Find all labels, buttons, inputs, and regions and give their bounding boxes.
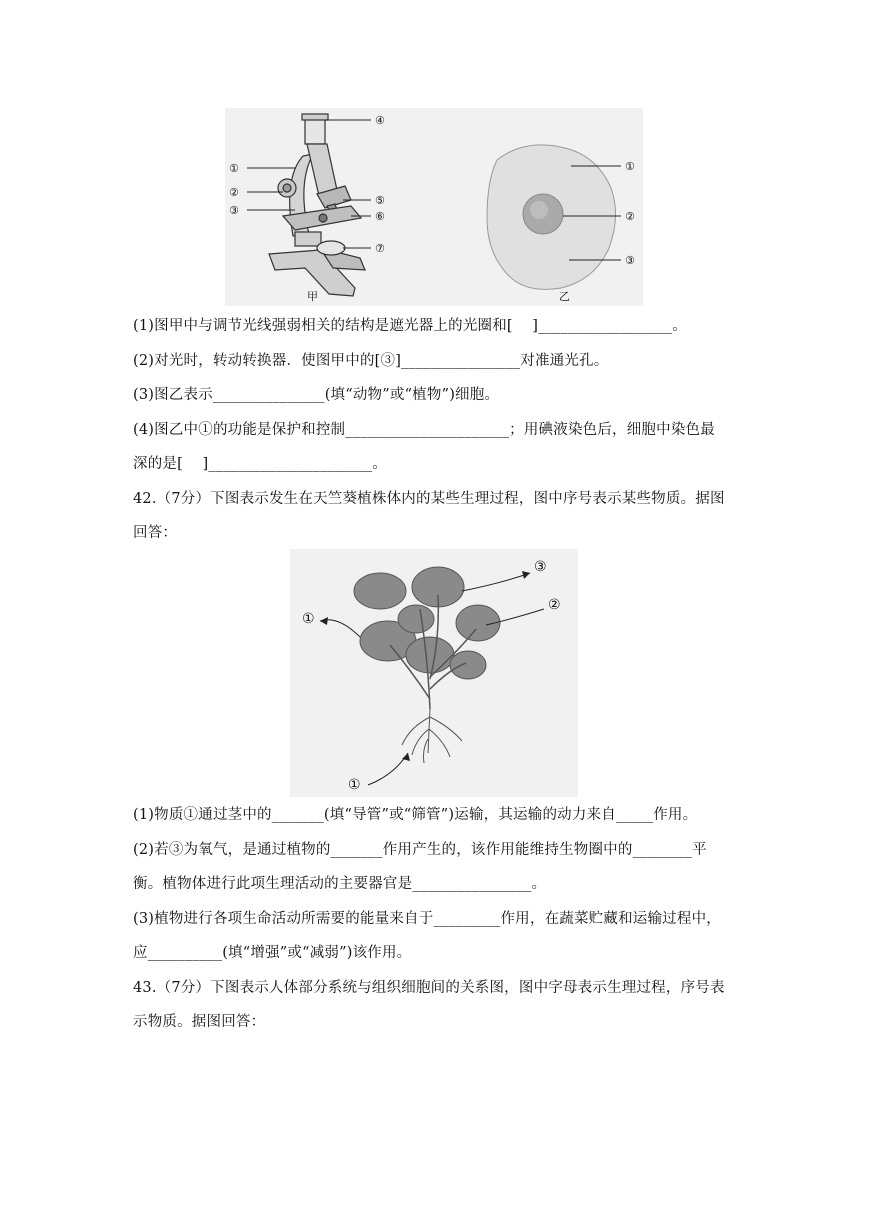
cell-diagram bbox=[487, 145, 616, 290]
cell-label: ① bbox=[625, 160, 635, 173]
microscope-label: ① bbox=[229, 162, 239, 175]
cell-caption: 乙 bbox=[559, 290, 570, 303]
microscope-label: ⑥ bbox=[375, 210, 385, 223]
plant-label: ③ bbox=[534, 559, 547, 575]
microscope-label: ③ bbox=[229, 204, 239, 217]
microscope-label: ⑤ bbox=[375, 194, 385, 207]
plant-label: ① bbox=[348, 777, 361, 793]
cell-label: ② bbox=[625, 210, 635, 223]
q43-intro-line2: 示物质。据图回答： bbox=[133, 1014, 266, 1030]
q42-part3-line1: (3)植物进行各项生命活动所需要的能量来自于_________作用，在蔬菜贮藏和运输过程中， bbox=[133, 911, 721, 927]
microscope-label: ⑦ bbox=[375, 242, 385, 255]
microscope-label: ② bbox=[229, 186, 239, 199]
q41-part4-line2: 深的是[ ]______________________。 bbox=[133, 456, 387, 472]
q42-part2-line1: (2)若③为氧气，是通过植物的_______作用产生的，该作用能维持生物圈中的________平 bbox=[133, 842, 707, 858]
microscope-caption: 甲 bbox=[307, 290, 318, 303]
microscope-label: ④ bbox=[375, 114, 385, 127]
figure-geranium-plant bbox=[290, 549, 578, 797]
q42-part1: (1)物质①通过茎中的_______(填“导管”或“筛管”)运输，其运输的动力来自_____作用。 bbox=[133, 807, 698, 823]
q42-intro-line1: 42.（7分）下图表示发生在天竺葵植株体内的某些生理过程，图中序号表示某些物质。据图 bbox=[133, 491, 725, 507]
q42-intro-line2: 回答： bbox=[133, 525, 178, 541]
plant-label: ① bbox=[302, 611, 315, 627]
q43-intro-line1: 43.（7分）下图表示人体部分系统与组织细胞间的关系图，图中字母表示生理过程，序号表 bbox=[133, 980, 725, 996]
q41-part3: (3)图乙表示_______________(填“动物”或“植物”)细胞。 bbox=[133, 387, 500, 403]
figure-microscope-and-cell bbox=[225, 108, 643, 306]
q41-part1: (1)图甲中与调节光线强弱相关的结构是遮光器上的光圈和[ ]__________________。 bbox=[133, 318, 687, 334]
q42-part3-line2: 应__________(填“增强”或“减弱”)该作用。 bbox=[133, 945, 412, 961]
q42-part2-line2: 衡。植物体进行此项生理活动的主要器官是________________。 bbox=[133, 876, 547, 892]
q41-part4-line1: (4)图乙中①的功能是保护和控制______________________；用碘液染色后，细胞中染色最 bbox=[133, 422, 715, 438]
cell-label: ③ bbox=[625, 254, 635, 267]
plant-label: ② bbox=[548, 597, 561, 613]
q41-part2: (2)对光时，转动转换器．使图甲中的[③]________________对准通光孔。 bbox=[133, 353, 609, 369]
